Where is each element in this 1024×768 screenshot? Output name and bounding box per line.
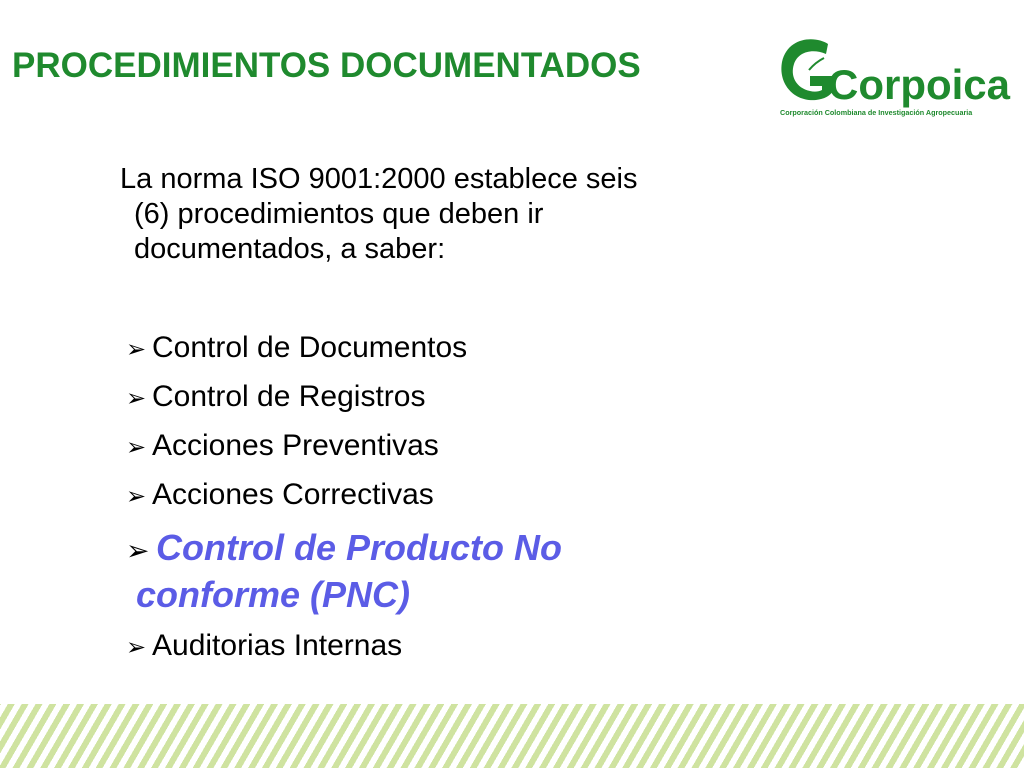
intro-line: documentados, a saber: (134, 233, 446, 265)
list-item (126, 379, 766, 417)
arrow-bullet-icon: ➢ (126, 336, 147, 363)
arrow-bullet-icon: ➢ (126, 434, 147, 461)
arrow-bullet-icon: ➢ (126, 535, 150, 566)
list-item-highlighted (126, 526, 726, 617)
intro-line: La norma ISO 9001:2000 establece seis (120, 163, 638, 195)
decorative-stripe-band (0, 704, 1024, 768)
list-item (126, 428, 766, 466)
highlight-line-2: conforme (PNC) (136, 574, 411, 615)
list-item (126, 330, 766, 368)
intro-paragraph (120, 162, 840, 267)
list-item-label: Acciones Preventivas (152, 429, 439, 462)
corpoica-logo (776, 34, 1011, 120)
list-item (126, 477, 766, 515)
logo-wordmark: Corpoica (828, 61, 1011, 108)
procedures-list (126, 330, 766, 677)
leaf-c-icon (776, 34, 836, 106)
list-item-label: Acciones Correctivas (152, 478, 434, 511)
slide-title: PROCEDIMIENTOS DOCUMENTADOS (12, 46, 641, 85)
list-item-label: Control de Registros (152, 380, 426, 413)
arrow-bullet-icon: ➢ (126, 634, 147, 661)
list-item-label: Control de Documentos (152, 331, 468, 364)
list-item (126, 628, 766, 666)
arrow-bullet-icon: ➢ (126, 385, 147, 412)
logo-subtitle: Corporación Colombiana de Investigación Agropecuaria (780, 108, 973, 117)
list-item-label: Auditorias Internas (152, 629, 403, 662)
highlight-line-1: Control de Producto No (156, 527, 562, 568)
arrow-bullet-icon: ➢ (126, 483, 147, 510)
intro-line: (6) procedimientos que deben ir (134, 198, 544, 230)
